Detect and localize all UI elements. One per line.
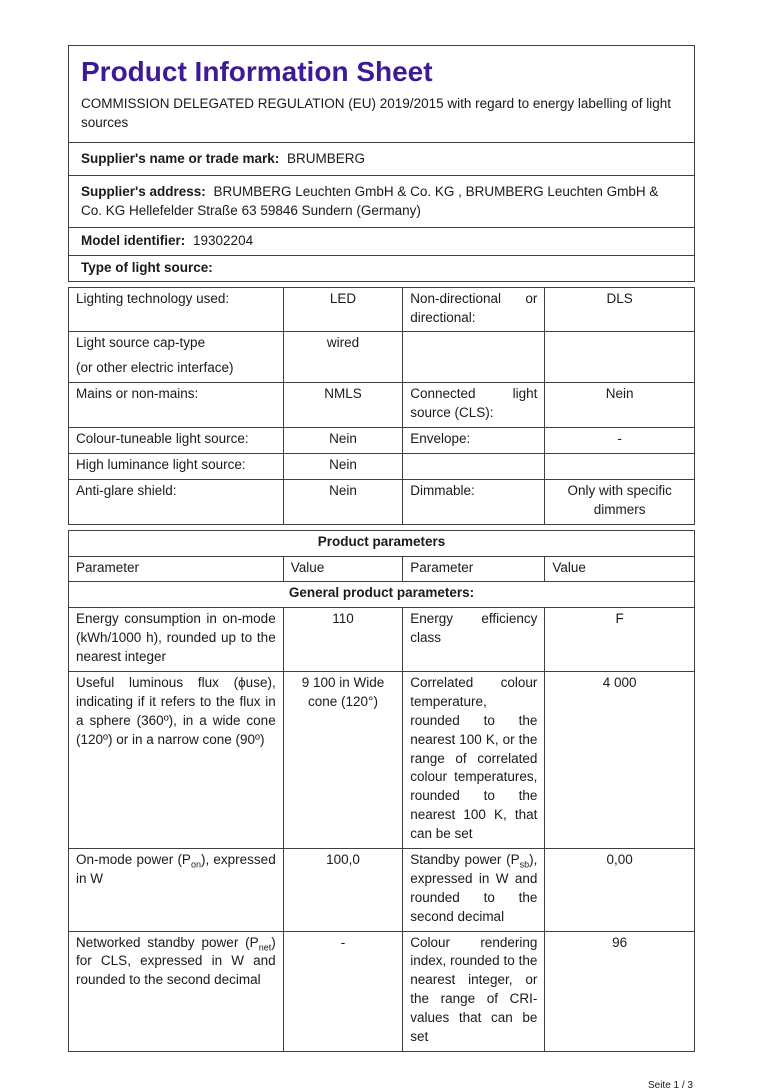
param-label: On-mode power $(P_{on})$, expressed in W — [69, 848, 284, 931]
table-row — [69, 556, 695, 582]
param-value: Nein — [283, 453, 403, 479]
supplier-name-value: BRUMBERG — [287, 150, 366, 166]
param-label: Colour-tuneable light source: — [69, 428, 284, 454]
sheet-header — [68, 45, 695, 143]
cap-type-line1: Light source cap-type — [76, 335, 206, 351]
table-row — [69, 582, 695, 608]
param-value — [545, 332, 695, 383]
param-value: LED — [283, 287, 403, 332]
param-label: Standby power $(P_{sb})$, expressed in W and rounded to the second decimal — [403, 848, 545, 931]
product-information-sheet — [68, 45, 695, 1091]
param-value: F — [545, 608, 695, 672]
param-value — [545, 453, 695, 479]
param-label: Energy consumption in on-mode (kWh/1000 h), rounded up to the nearest integer — [69, 608, 284, 672]
param-value: wired — [283, 332, 403, 383]
column-header: Parameter — [403, 556, 545, 582]
param-label: Anti-glare shield: — [69, 479, 284, 524]
regulation-subtitle: COMMISSION DELEGATED REGULATION (EU) 2019/2015 with regard to energy labelling of light sources — [81, 96, 671, 130]
column-header: Parameter — [69, 556, 284, 582]
supplier-name-label: Supplier's name or trade mark: — [81, 150, 280, 166]
table-row — [69, 848, 695, 931]
param-value: 9 100 in Wide cone (120°) — [283, 671, 403, 848]
product-parameters-band: Product parameters — [69, 530, 695, 556]
param-value: NMLS — [283, 383, 403, 428]
param-value: - — [545, 428, 695, 454]
param-label: Networked standby power $(P_{net})$ for CLS, expressed in W and rounded to the second decimal — [69, 931, 284, 1051]
type-of-light-source-table — [68, 287, 695, 525]
supplier-address-label: Supplier's address: — [81, 184, 206, 200]
cap-type-line2: (or other electric interface) — [76, 360, 234, 376]
table-row — [69, 287, 695, 332]
type-of-light-source-row — [68, 255, 695, 282]
param-label: High luminance light source: — [69, 453, 284, 479]
param-label: Envelope: — [403, 428, 545, 454]
param-label — [69, 332, 284, 383]
param-value: Nein — [283, 479, 403, 524]
param-label: Energy efficiency class — [403, 608, 545, 672]
model-identifier-value: 19302204 — [193, 233, 254, 249]
supplier-name-row — [68, 142, 695, 177]
param-label: Non-directional or directional: — [403, 287, 545, 332]
param-value: Nein — [545, 383, 695, 428]
param-value: 96 — [545, 931, 695, 1051]
table-row — [69, 332, 695, 383]
param-value: 4 000 — [545, 671, 695, 848]
general-product-parameters-band: General product parameters: — [69, 582, 695, 608]
param-label: Mains or non-mains: — [69, 383, 284, 428]
table-row — [69, 608, 695, 672]
param-label — [403, 453, 545, 479]
table-row — [69, 530, 695, 556]
supplier-address-row — [68, 175, 695, 229]
param-value: 0,00 — [545, 848, 695, 931]
param-value: Nein — [283, 428, 403, 454]
param-value: 100,0 — [283, 848, 403, 931]
param-value: 110 — [283, 608, 403, 672]
table-row — [69, 671, 695, 848]
param-label: Dimmable: — [403, 479, 545, 524]
product-parameters-table — [68, 530, 695, 1052]
param-label — [403, 332, 545, 383]
page-title: Product Information Sheet — [81, 56, 433, 87]
supplier-address-value: BRUMBERG Leuchten GmbH & Co. KG , BRUMBERG Leuchten GmbH & Co. KG Hellefelder Straße 63 59846 Sundern (Germany) — [81, 184, 659, 219]
table-row — [69, 479, 695, 524]
model-identifier-row — [68, 227, 695, 256]
type-of-light-source-label: Type of light source: — [81, 259, 213, 275]
param-label: Correlated colour temperature, rounded to the nearest 100 K, or the range of correlated colour temperatures, rounded to the nearest 100 K, that can be set — [403, 671, 545, 848]
param-label: Colour rendering index, rounded to the nearest integer, or the range of CRI-values that can be set — [403, 931, 545, 1051]
param-value: Only with specific dimmers — [545, 479, 695, 524]
param-value: - — [283, 931, 403, 1051]
param-value: DLS — [545, 287, 695, 332]
table-row — [69, 383, 695, 428]
table-row — [69, 453, 695, 479]
table-row — [69, 428, 695, 454]
table-row — [69, 931, 695, 1051]
column-header: Value — [545, 556, 695, 582]
param-label: Connected light source (CLS): — [403, 383, 545, 428]
param-label: Useful luminous flux (ϕuse), indicating if it refers to the flux in a sphere (360º), in a wide cone (120º) or in a narrow cone (90º) — [69, 671, 284, 848]
page-number: Seite 1 / 3 — [647, 1079, 693, 1091]
column-header: Value — [283, 556, 403, 582]
param-label: Lighting technology used: — [69, 287, 284, 332]
model-identifier-label: Model identifier: — [81, 233, 186, 249]
